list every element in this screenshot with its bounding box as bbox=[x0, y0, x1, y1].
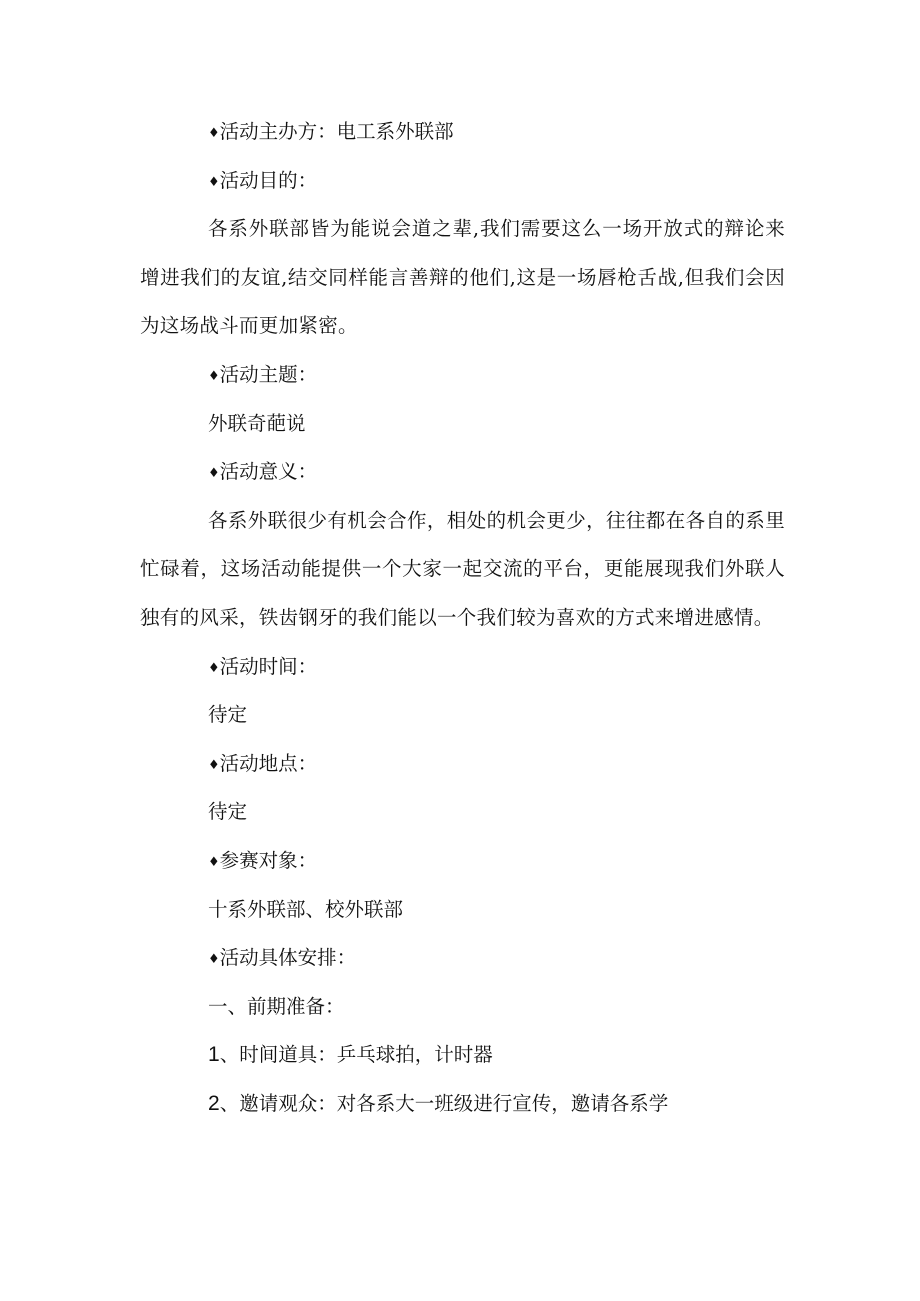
document-body bbox=[140, 108, 785, 1128]
theme-value: 外联奇葩说 bbox=[208, 411, 306, 435]
diamond-bullet-icon: ♦ bbox=[208, 174, 220, 190]
time-heading-line bbox=[140, 643, 785, 692]
purpose-heading: 活动目的： bbox=[219, 168, 318, 192]
arrangement-heading: 活动具体安排： bbox=[219, 946, 357, 970]
diamond-bullet-icon: ♦ bbox=[208, 757, 220, 773]
theme-heading: 活动主题： bbox=[219, 362, 318, 386]
diamond-bullet-icon: ♦ bbox=[208, 126, 220, 141]
arrangement-item-1 bbox=[140, 1031, 785, 1080]
time-value: 待定 bbox=[208, 703, 248, 727]
item-number: 1 bbox=[208, 1043, 220, 1067]
location-heading: 活动地点： bbox=[219, 751, 318, 775]
diamond-bullet-icon: ♦ bbox=[208, 952, 220, 968]
diamond-bullet-icon: ♦ bbox=[208, 854, 220, 870]
item-text: 、时间道具：乒乓球拍，计时器 bbox=[219, 1043, 493, 1067]
organizer-label: 活动主办方：电工系外联部 bbox=[219, 120, 454, 143]
diamond-bullet-icon: ♦ bbox=[208, 368, 220, 384]
diamond-bullet-icon: ♦ bbox=[208, 660, 220, 676]
significance-paragraph: 各系外联很少有机会合作，相处的机会更少，往往都在各自的系里忙碌着，这场活动能提供一个大家一起交流的平台，更能展现我们外联人独有的风采，铁齿钢牙的我们能以一个我们较为喜欢的方式来增进感情。 bbox=[140, 508, 785, 629]
purpose-paragraph: 各系外联部皆为能说会道之辈,我们需要这么一场开放式的辩论来增进我们的友谊,结交同样能言善辩的他们,这是一场唇枪舌战,但我们会因为这场战斗而更加紧密。 bbox=[140, 217, 785, 338]
section-one-heading: 一、前期准备： bbox=[208, 994, 345, 1018]
time-heading: 活动时间： bbox=[219, 654, 318, 678]
significance-heading: 活动意义： bbox=[219, 460, 318, 484]
arrangement-item-2 bbox=[140, 1080, 785, 1129]
significance-heading-line bbox=[140, 448, 785, 497]
diamond-bullet-icon: ♦ bbox=[208, 466, 220, 482]
item-text: 、邀请观众：对各系大一班级进行宣传，邀请各系学 bbox=[219, 1091, 669, 1115]
item-number: 2 bbox=[208, 1091, 220, 1115]
organizer-line bbox=[140, 108, 785, 157]
purpose-heading-line bbox=[140, 157, 785, 206]
participants-heading-line bbox=[140, 837, 785, 886]
theme-heading-line bbox=[140, 351, 785, 400]
arrangement-heading-line bbox=[140, 934, 785, 983]
location-heading-line bbox=[140, 740, 785, 789]
participants-heading: 参赛对象： bbox=[219, 848, 318, 872]
participants-value: 十系外联部、校外联部 bbox=[208, 897, 404, 921]
location-value: 待定 bbox=[208, 800, 248, 824]
